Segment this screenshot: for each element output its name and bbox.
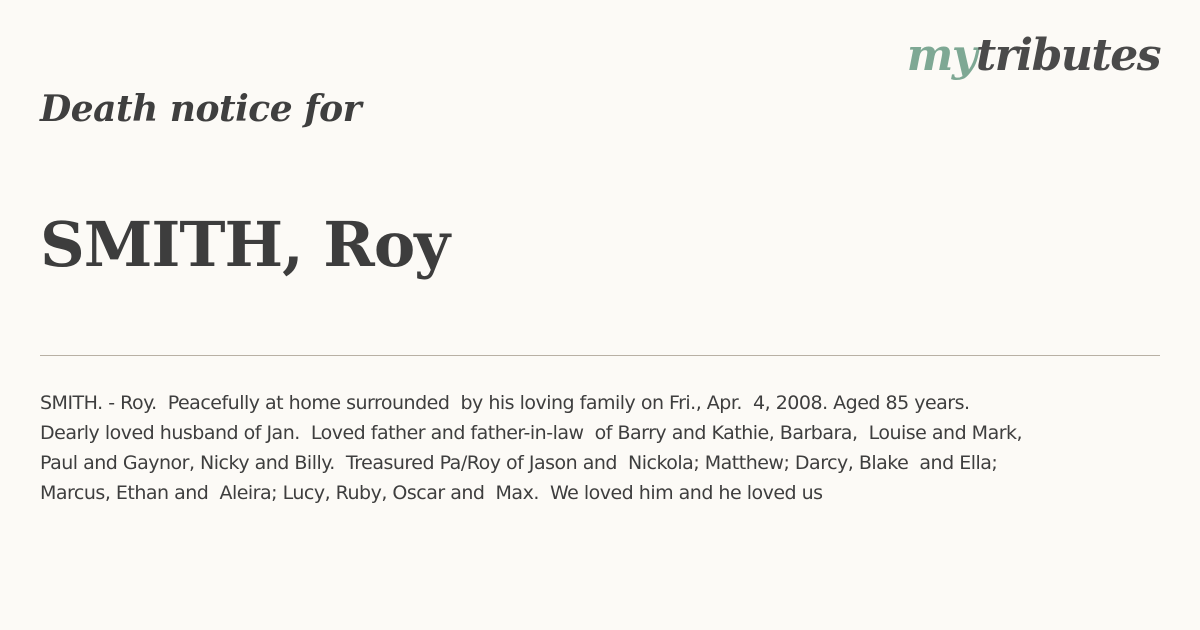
logo-my: my	[906, 30, 976, 81]
page-subtitle: Death notice for	[40, 88, 362, 130]
logo-tributes: tributes	[975, 30, 1160, 81]
notice-line: SMITH. - Roy. Peacefully at home surrounded by his loving family on Fri., Apr. 4, 2008. Aged 85 years.	[40, 392, 970, 414]
notice-line: Paul and Gaynor, Nicky and Billy. Treasured Pa/Roy of Jason and Nickola; Matthew; Darcy, Blake and Ella;	[40, 452, 998, 474]
notice-line: Marcus, Ethan and Aleira; Lucy, Ruby, Oscar and Max. We loved him and he loved us	[40, 482, 823, 504]
notice-line: Dearly loved husband of Jan. Loved father and father-in-law of Barry and Kathie, Barbara, Louise and Mark,	[40, 422, 1023, 444]
divider	[40, 355, 1160, 356]
notice-text	[40, 388, 1160, 508]
deceased-name: SMITH, Roy	[40, 208, 450, 281]
mytributes-logo[interactable]	[906, 30, 1160, 81]
